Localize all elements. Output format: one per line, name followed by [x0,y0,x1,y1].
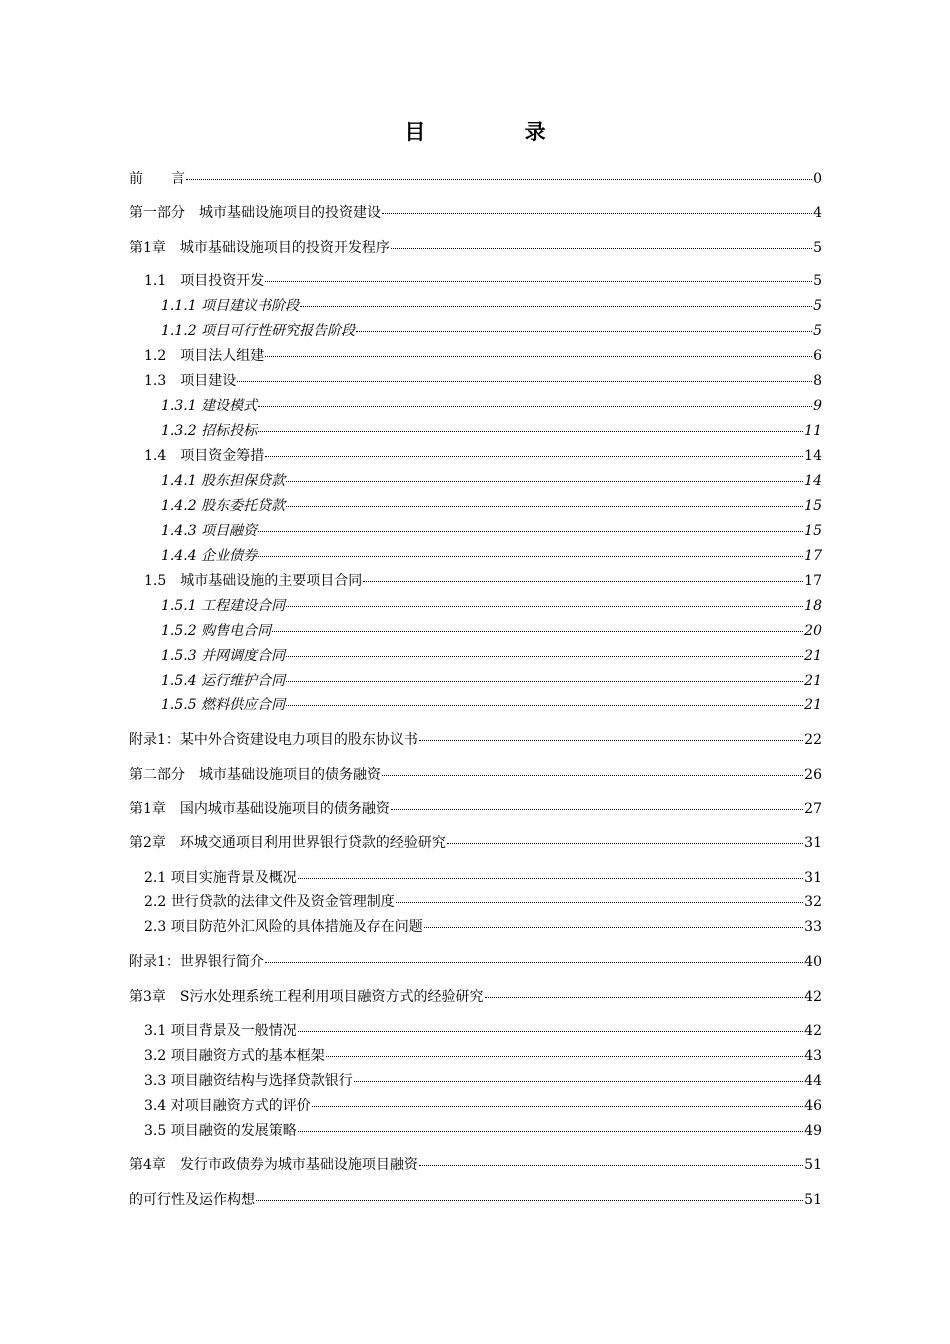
toc-dot-leader [391,248,812,249]
toc-entry-label: 1.5.3 并网调度合同 [161,648,286,664]
toc-page-number: 43 [804,1048,822,1064]
toc-dot-leader [424,927,803,928]
toc-entry-label: 3.2 项目融资方式的基本框架 [144,1048,325,1064]
toc-entry[interactable] [144,918,822,936]
toc-entry[interactable] [161,522,822,540]
toc-entry-label: 1.1 项目投资开发 [144,273,265,289]
page-title: 目 录 [404,119,592,144]
toc-entry-label: 第3章 S污水处理系统工程利用项目融资方式的经验研究 [129,989,484,1005]
toc-page-number: 20 [804,623,822,639]
toc-page-number: 42 [804,989,822,1005]
toc-page-number: 15 [804,498,822,514]
toc-entry[interactable] [144,372,822,390]
toc-entry-label: 第1章 城市基础设施项目的投资开发程序 [129,240,390,256]
toc-entry-label: 第1章 国内城市基础设施项目的债务融资 [129,801,390,817]
toc-page-number: 6 [813,348,822,364]
toc-page-number: 21 [804,673,822,689]
toc-entry-label: 1.5 城市基础设施的主要项目合同 [144,573,363,589]
toc-dot-leader [419,740,803,741]
toc-page-number: 31 [804,835,822,851]
toc-entry[interactable] [161,647,822,665]
toc-entry-label: 的可行性及运作构想 [129,1192,255,1208]
toc-page-number: 5 [813,273,822,289]
toc-entry-label: 1.5.5 燃料供应合同 [161,697,286,713]
toc-entry[interactable] [129,170,822,188]
toc-entry[interactable] [144,1122,822,1140]
toc-page-number: 49 [804,1123,822,1139]
toc-entry[interactable] [129,766,822,784]
toc-page-number: 4 [813,205,822,221]
toc-entry-label: 前 言 [129,171,185,187]
toc-entry[interactable] [161,622,822,640]
toc-dot-leader [258,406,812,407]
toc-dot-leader [265,281,812,282]
toc-entry-label: 1.4.4 企业债券 [161,548,258,564]
toc-entry-label: 1.5.2 购售电合同 [161,623,272,639]
toc-entry-label: 2.2 世行贷款的法律文件及资金管理制度 [144,894,395,910]
toc-dot-leader [298,1031,803,1032]
toc-page-number: 32 [804,894,822,910]
toc-page-number: 31 [804,870,822,886]
toc-dot-leader [265,456,803,457]
toc-dot-leader [286,606,803,607]
toc-page-number: 44 [804,1073,822,1089]
toc-entry[interactable] [161,322,822,340]
toc-entry-label: 附录1：世界银行简介 [129,954,264,970]
toc-entry-label: 3.1 项目背景及一般情况 [144,1023,297,1039]
toc-dot-leader [286,481,803,482]
toc-dot-leader [258,431,803,432]
toc-entry[interactable] [161,472,822,490]
toc-entry[interactable] [129,953,822,971]
toc-entry-label: 3.5 项目融资的发展策略 [144,1123,297,1139]
toc-page-number: 18 [804,598,822,614]
toc-dot-leader [312,1106,803,1107]
toc-entry-label: 2.1 项目实施背景及概况 [144,870,297,886]
toc-entry[interactable] [129,239,822,257]
toc-dot-leader [300,306,812,307]
toc-entry[interactable] [161,672,822,690]
toc-entry-label: 1.4.1 股东担保贷款 [161,473,286,489]
toc-entry-label: 第二部分 城市基础设施项目的债务融资 [129,767,381,783]
toc-entry[interactable] [144,869,822,887]
toc-page-number: 22 [804,732,822,748]
toc-page-number: 14 [804,448,822,464]
toc-entry-label: 1.5.4 运行维护合同 [161,673,286,689]
toc-page-number: 9 [813,398,822,414]
toc-dot-leader [363,581,803,582]
toc-dot-leader [485,997,804,998]
toc-entry[interactable] [129,834,822,852]
toc-page-number: 14 [804,473,822,489]
toc-entry-label: 第4章 发行市政债券为城市基础设施项目融资 [129,1157,418,1173]
toc-dot-leader [265,962,803,963]
toc-entry-label: 1.1.2 项目可行性研究报告阶段 [161,323,356,339]
toc-entry-label: 1.2 项目法人组建 [144,348,265,364]
toc-dot-leader [298,878,803,879]
toc-entry[interactable] [161,397,822,415]
toc-entry-label: 3.4 对项目融资方式的评价 [144,1098,311,1114]
toc-page-number: 5 [813,323,822,339]
toc-entry[interactable] [161,547,822,565]
toc-dot-leader [286,681,803,682]
toc-entry[interactable] [129,1191,822,1209]
toc-entry-label: 1.3.2 招标投标 [161,423,258,439]
toc-entry[interactable] [161,422,822,440]
toc-entry-label: 附录1：某中外合资建设电力项目的股东协议书 [129,732,418,748]
toc-entry-label: 1.3 项目建设 [144,373,237,389]
toc-dot-leader [258,531,803,532]
toc-entry[interactable] [144,1022,822,1040]
toc-dot-leader [186,179,812,180]
toc-entry[interactable] [144,893,822,911]
toc-entry-label: 2.3 项目防范外汇风险的具体措施及存在问题 [144,919,423,935]
toc-entry-label: 第2章 环城交通项目利用世界银行贷款的经验研究 [129,835,446,851]
toc-page-number: 21 [804,697,822,713]
toc-dot-leader [286,656,803,657]
toc-entry[interactable] [144,272,822,290]
toc-dot-leader [286,705,803,706]
toc-dot-leader [265,356,812,357]
toc-page-number: 17 [804,548,822,564]
toc-dot-leader [447,843,803,844]
toc-page-number: 5 [813,298,822,314]
toc-entry[interactable] [161,597,822,615]
toc-page-number: 0 [813,171,822,187]
toc-entry-label: 1.4.2 股东委托贷款 [161,498,286,514]
toc-entry-label: 3.3 项目融资结构与选择贷款银行 [144,1073,353,1089]
toc-dot-leader [382,775,803,776]
toc-page-number: 8 [813,373,822,389]
toc-entry[interactable] [129,204,822,222]
toc-page-number: 21 [804,648,822,664]
toc-page-number: 17 [804,573,822,589]
toc-dot-leader [354,1081,803,1082]
toc-page-number: 51 [804,1157,822,1173]
toc-dot-leader [396,902,803,903]
toc-entry[interactable] [129,988,822,1006]
toc-entry[interactable] [129,800,822,818]
toc-dot-leader [298,1131,803,1132]
toc-entry[interactable] [129,1156,822,1174]
toc-entry-label: 第一部分 城市基础设施项目的投资建设 [129,205,381,221]
toc-page-number: 27 [804,801,822,817]
toc-page-number: 15 [804,523,822,539]
toc-entry[interactable] [129,731,822,749]
toc-entry[interactable] [144,447,822,465]
toc-page-number: 51 [804,1192,822,1208]
toc-entry[interactable] [161,696,822,714]
toc-dot-leader [256,1200,803,1201]
toc-page-number: 40 [804,954,822,970]
toc-dot-leader [237,381,812,382]
toc-entry-label: 1.5.1 工程建设合同 [161,598,286,614]
toc-dot-leader [356,331,812,332]
toc-entry[interactable] [144,572,822,590]
toc-page-number: 33 [804,919,822,935]
toc-dot-leader [258,556,803,557]
toc-entry-label: 1.3.1 建设模式 [161,398,258,414]
toc-entry-label: 1.1.1 项目建议书阶段 [161,298,300,314]
toc-entry-label: 1.4 项目资金筹措 [144,448,265,464]
toc-page-number: 5 [813,240,822,256]
toc-page-number: 42 [804,1023,822,1039]
toc-entry[interactable] [144,1047,822,1065]
toc-page-number: 46 [804,1098,822,1114]
toc-entry[interactable] [161,497,822,515]
toc-entry[interactable] [144,347,822,365]
toc-page-number: 26 [804,767,822,783]
toc-dot-leader [272,631,803,632]
toc-entry[interactable] [144,1097,822,1115]
toc-dot-leader [391,809,803,810]
toc-entry[interactable] [161,297,822,315]
toc-entry-label: 1.4.3 项目融资 [161,523,258,539]
toc-dot-leader [382,213,812,214]
toc-page-number: 11 [804,423,822,439]
toc-entry[interactable] [144,1072,822,1090]
toc-dot-leader [419,1165,803,1166]
toc-dot-leader [326,1056,803,1057]
toc-dot-leader [286,506,803,507]
